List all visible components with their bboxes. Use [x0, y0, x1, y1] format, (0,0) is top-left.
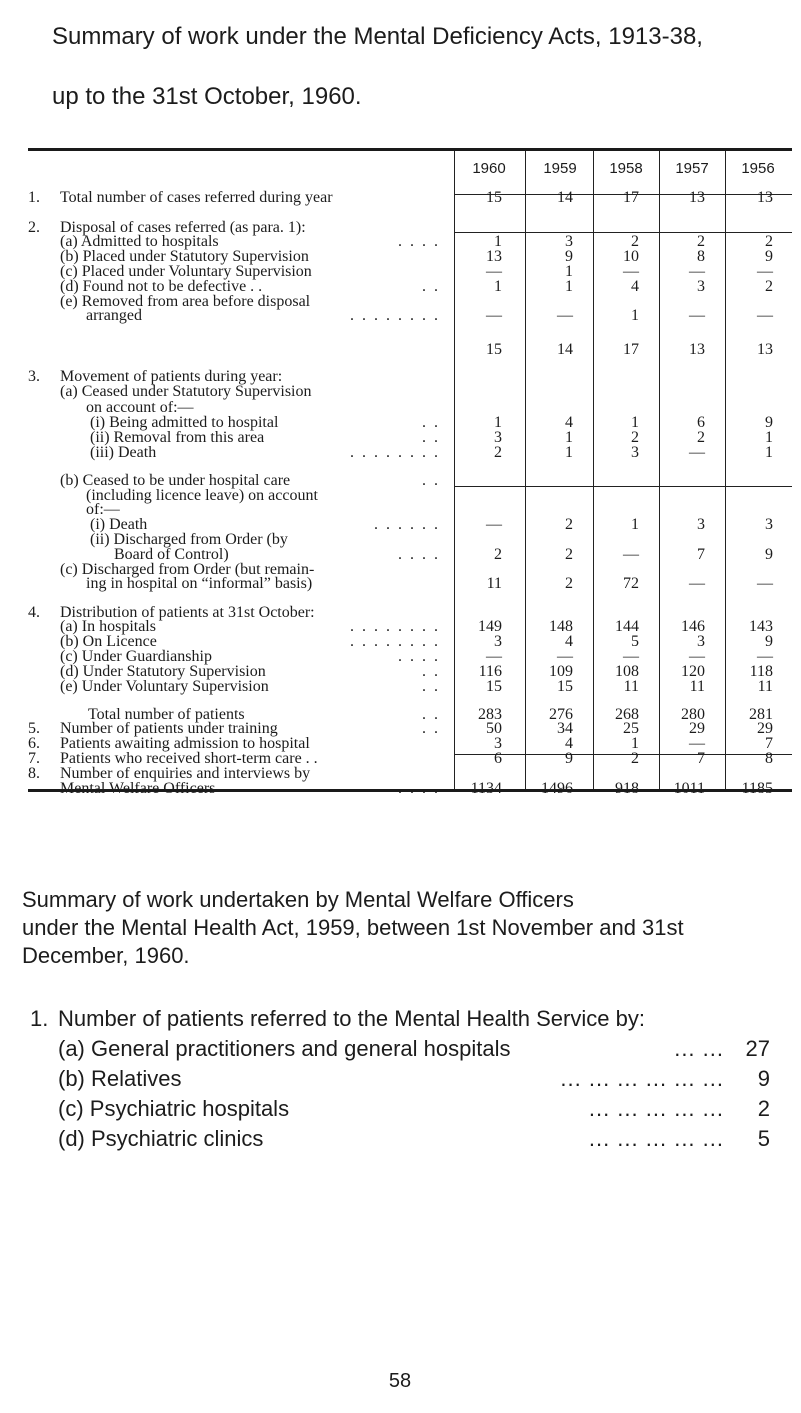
leader-dots: . .: [422, 678, 440, 695]
section2-item-label: (c) Psychiatric hospitals: [58, 1096, 290, 1121]
cell-1957: —: [689, 307, 705, 324]
cell-1958: 10: [623, 248, 639, 265]
row-label: (a) Admitted to hospitals: [60, 233, 219, 250]
section2-list-item: [30, 1094, 770, 1124]
cell-1958: 4: [631, 278, 639, 295]
row-label: (b) On Licence: [60, 633, 157, 650]
cell-1960: 149: [478, 618, 502, 635]
cell-1958: 1: [631, 516, 639, 533]
section2-list-item: [30, 1034, 770, 1064]
row-number: 1.: [28, 189, 40, 206]
cell-1957: 3: [697, 516, 705, 533]
row-label: Board of Control): [114, 546, 229, 563]
cell-1958: 1: [631, 307, 639, 324]
row-label: ing in hospital on “informal” basis): [86, 575, 313, 592]
leader-dots: . . . . . . . .: [350, 633, 440, 650]
cell-1959: 9: [565, 750, 573, 767]
page-number: 58: [388, 1370, 412, 1392]
leader-dots: . . . .: [398, 648, 440, 665]
cell-1959: 148: [549, 618, 573, 635]
cell-1960: 3: [494, 735, 502, 752]
cell-1960: 1134: [470, 780, 502, 797]
table-row: [28, 779, 792, 799]
cell-1960: —: [486, 648, 502, 665]
section2-item-heading: [30, 1004, 770, 1034]
cell-1960: 1: [494, 233, 502, 250]
leader-dots: ... ... ... ... ...: [588, 1126, 724, 1151]
leader-dots: . .: [422, 429, 440, 446]
row-number: 5.: [28, 720, 40, 737]
row-number: 7.: [28, 750, 40, 767]
cell-1958: 72: [623, 575, 639, 592]
cell-1958: 11: [623, 678, 639, 695]
cell-1958: 5: [631, 633, 639, 650]
row-label: (iii) Death: [90, 444, 157, 461]
cell-1960: 2: [494, 444, 502, 461]
cell-1957: —: [689, 263, 705, 280]
leader-dots: . .: [422, 720, 440, 737]
cell-1957: 1011: [673, 780, 705, 797]
leader-dots: ... ... ... ... ... ...: [560, 1066, 724, 1091]
section2-list-item: [30, 1064, 770, 1094]
leader-dots: . .: [422, 706, 440, 723]
cell-1958: 3: [631, 444, 639, 461]
leader-dots: . .: [422, 472, 440, 489]
cell-1960: 6: [494, 750, 502, 767]
cell-1956: 9: [765, 414, 773, 431]
cell-1957: 29: [689, 720, 705, 737]
row-number: 2.: [28, 219, 40, 236]
row-number: 3.: [28, 368, 40, 385]
cell-1959: 1: [565, 278, 573, 295]
cell-1959: —: [557, 648, 573, 665]
cell-1958: 918: [615, 780, 639, 797]
row-label: Patients awaiting admission to hospital: [60, 735, 310, 752]
cell-1956: 7: [765, 735, 773, 752]
year-header: 1958: [609, 160, 643, 177]
leader-dots: . . . .: [398, 233, 440, 250]
row-label: Patients who received short-term care . .: [60, 750, 318, 767]
row-label: (i) Death: [90, 516, 148, 533]
cell-1959: 4: [565, 735, 573, 752]
cell-1957: 13: [689, 341, 705, 358]
row-label: arranged: [86, 307, 142, 324]
cell-1958: 17: [623, 341, 639, 358]
row-label: (d) Under Statutory Supervision: [60, 663, 266, 680]
cell-1957: —: [689, 735, 705, 752]
row-label: (c) Discharged from Order (but remain-: [60, 561, 315, 578]
cell-1956: 9: [765, 546, 773, 563]
leader-dots: . . . .: [398, 546, 440, 563]
cell-1956: 2: [765, 233, 773, 250]
row-label: Movement of patients during year:: [60, 368, 283, 385]
row-label: (including licence leave) on account: [86, 487, 318, 504]
row-label: (d) Found not to be defective . .: [60, 278, 263, 295]
cell-1960: 13: [486, 248, 502, 265]
cell-1956: 2: [765, 278, 773, 295]
year-header: 1957: [675, 160, 709, 177]
cell-1959: 4: [565, 414, 573, 431]
cell-1957: 8: [697, 248, 705, 265]
cell-1959: 1496: [541, 780, 573, 797]
cell-1960: 116: [478, 663, 502, 680]
cell-1957: —: [689, 444, 705, 461]
cell-1957: 7: [697, 546, 705, 563]
cell-1959: 1: [565, 444, 573, 461]
row-label: Disposal of cases referred (as para. 1):: [60, 219, 306, 236]
cell-1957: —: [689, 575, 705, 592]
cell-1958: 268: [615, 706, 639, 723]
section2-item-label: Number of patients referred to the Mental Health Service by:: [58, 1006, 645, 1031]
cell-1959: 14: [557, 189, 573, 206]
section2-item-label: (d) Psychiatric clinics: [58, 1126, 264, 1151]
row-number: 4.: [28, 604, 40, 621]
cell-1958: 1: [631, 414, 639, 431]
cell-1957: 13: [689, 189, 705, 206]
cell-1958: —: [623, 546, 639, 563]
row-label: (c) Placed under Voluntary Supervision: [60, 263, 312, 280]
cell-1956: 143: [749, 618, 773, 635]
row-label: Number of enquiries and interviews by: [60, 765, 311, 782]
cell-1956: 281: [749, 706, 773, 723]
cell-1956: —: [757, 648, 773, 665]
row-label: (ii) Removal from this area: [90, 429, 265, 446]
row-label: on account of:—: [86, 399, 194, 416]
row-number: 8.: [28, 765, 40, 782]
cell-1958: —: [623, 263, 639, 280]
row-label: (a) Ceased under Statutory Supervision: [60, 383, 312, 400]
cell-1956: 8: [765, 750, 773, 767]
leader-dots: ... ...: [674, 1036, 724, 1061]
cell-1957: 3: [697, 633, 705, 650]
leader-dots: . .: [422, 414, 440, 431]
cell-1956: —: [757, 307, 773, 324]
cell-1957: 6: [697, 414, 705, 431]
cell-1960: 50: [486, 720, 502, 737]
section2-item-label: (a) General practitioners and general hospitals: [58, 1036, 511, 1061]
cell-1960: 15: [486, 189, 502, 206]
leader-dots: . . . . . .: [374, 516, 440, 533]
leader-dots: . . . .: [398, 780, 440, 797]
leader-dots: . .: [422, 663, 440, 680]
table-top-rule: [28, 148, 792, 151]
row-label: Total number of cases referred during year: [60, 189, 333, 206]
year-header: 1959: [543, 160, 577, 177]
section2-item-value: 2: [757, 1096, 770, 1121]
cell-1959: 1: [565, 263, 573, 280]
cell-1956: 118: [749, 663, 773, 680]
cell-1960: 283: [478, 706, 502, 723]
table-row: [28, 443, 792, 463]
cell-1956: 1: [765, 444, 773, 461]
row-label: (c) Under Guardianship: [60, 648, 212, 665]
row-label: of:—: [86, 501, 120, 518]
cell-1959: 109: [549, 663, 573, 680]
cell-1960: 1: [494, 278, 502, 295]
section2-list-item: [30, 1124, 770, 1154]
section2-title-line-2: under the Mental Health Act, 1959, between 1st November and 31st: [22, 915, 684, 940]
section2-title-line-3: December, 1960.: [22, 943, 190, 968]
cell-1960: —: [486, 263, 502, 280]
cell-1959: —: [557, 307, 573, 324]
cell-1960: 15: [486, 341, 502, 358]
cell-1960: 3: [494, 429, 502, 446]
cell-1957: —: [689, 648, 705, 665]
cell-1959: 2: [565, 516, 573, 533]
row-label: Distribution of patients at 31st October:: [60, 604, 315, 621]
leader-dots: . . . . . . . .: [350, 307, 440, 324]
section2-item-label: (b) Relatives: [58, 1066, 182, 1091]
table-row: [28, 340, 792, 360]
cell-1956: 13: [757, 341, 773, 358]
row-label: Number of patients under training: [60, 720, 278, 737]
section2-item-number: 1.: [30, 1006, 49, 1031]
cell-1958: 1: [631, 735, 639, 752]
row-number: 6.: [28, 735, 40, 752]
year-header: 1960: [472, 160, 506, 177]
cell-1956: 29: [757, 720, 773, 737]
cell-1957: 2: [697, 233, 705, 250]
cell-1960: —: [486, 516, 502, 533]
cell-1956: 3: [765, 516, 773, 533]
cell-1958: 17: [623, 189, 639, 206]
cell-1957: 280: [681, 706, 705, 723]
row-label: (a) In hospitals: [60, 618, 156, 635]
row-label: (e) Under Voluntary Supervision: [60, 678, 269, 695]
cell-1957: 146: [681, 618, 705, 635]
cell-1960: 15: [486, 678, 502, 695]
row-label: (i) Being admitted to hospital: [90, 414, 279, 431]
cell-1958: 25: [623, 720, 639, 737]
cell-1960: 1: [494, 414, 502, 431]
cell-1956: 11: [757, 678, 773, 695]
cell-1958: 2: [631, 233, 639, 250]
row-label: Mental Welfare Officers: [60, 780, 216, 797]
table-row: [28, 677, 792, 697]
table-row: [28, 188, 792, 208]
row-label: (ii) Discharged from Order (by: [90, 531, 288, 548]
cell-1957: 11: [689, 678, 705, 695]
cell-1959: 2: [565, 575, 573, 592]
leader-dots: ... ... ... ... ...: [588, 1096, 724, 1121]
cell-1960: 11: [486, 575, 502, 592]
cell-1958: 144: [615, 618, 639, 635]
cell-1960: —: [486, 307, 502, 324]
cell-1957: 3: [697, 278, 705, 295]
cell-1956: 9: [765, 633, 773, 650]
cell-1959: 15: [557, 678, 573, 695]
year-header: 1956: [741, 160, 775, 177]
cell-1956: 1185: [741, 780, 773, 797]
section2-item-value: 9: [757, 1066, 770, 1091]
cell-1959: 9: [565, 248, 573, 265]
cell-1958: 2: [631, 429, 639, 446]
cell-1960: 3: [494, 633, 502, 650]
row-label: (b) Ceased to be under hospital care: [60, 472, 291, 489]
row-label: (b) Placed under Statutory Supervision: [60, 248, 309, 265]
cell-1958: 108: [615, 663, 639, 680]
cell-1957: 2: [697, 429, 705, 446]
summary-table: [28, 148, 792, 797]
cell-1956: —: [757, 575, 773, 592]
leader-dots: . . . . . . . .: [350, 618, 440, 635]
cell-1959: 2: [565, 546, 573, 563]
section2-title-line-1: Summary of work undertaken by Mental Welfare Officers: [22, 887, 574, 912]
cell-1959: 14: [557, 341, 573, 358]
cell-1959: 3: [565, 233, 573, 250]
cell-1959: 1: [565, 429, 573, 446]
leader-dots: . . . . . . . .: [350, 444, 440, 461]
leader-dots: . .: [422, 278, 440, 295]
cell-1959: 4: [565, 633, 573, 650]
cell-1960: 2: [494, 546, 502, 563]
cell-1956: 1: [765, 429, 773, 446]
page-title-line-1: Summary of work under the Mental Deficiency Acts, 1913-38,: [52, 23, 703, 50]
page-title-line-2: up to the 31st October, 1960.: [52, 83, 362, 110]
cell-1957: 120: [681, 663, 705, 680]
section2-item-value: 5: [757, 1126, 770, 1151]
cell-1959: 276: [549, 706, 573, 723]
cell-1957: 7: [697, 750, 705, 767]
cell-1956: 13: [757, 189, 773, 206]
cell-1956: 9: [765, 248, 773, 265]
cell-1956: —: [757, 263, 773, 280]
cell-1958: —: [623, 648, 639, 665]
cell-1959: 34: [557, 720, 573, 737]
table-row: [28, 574, 792, 594]
table-row: [28, 306, 792, 326]
row-label: Total number of patients: [88, 706, 245, 723]
section2-item-value: 27: [745, 1036, 770, 1061]
cell-1958: 2: [631, 750, 639, 767]
row-label: (e) Removed from area before disposal: [60, 293, 311, 310]
